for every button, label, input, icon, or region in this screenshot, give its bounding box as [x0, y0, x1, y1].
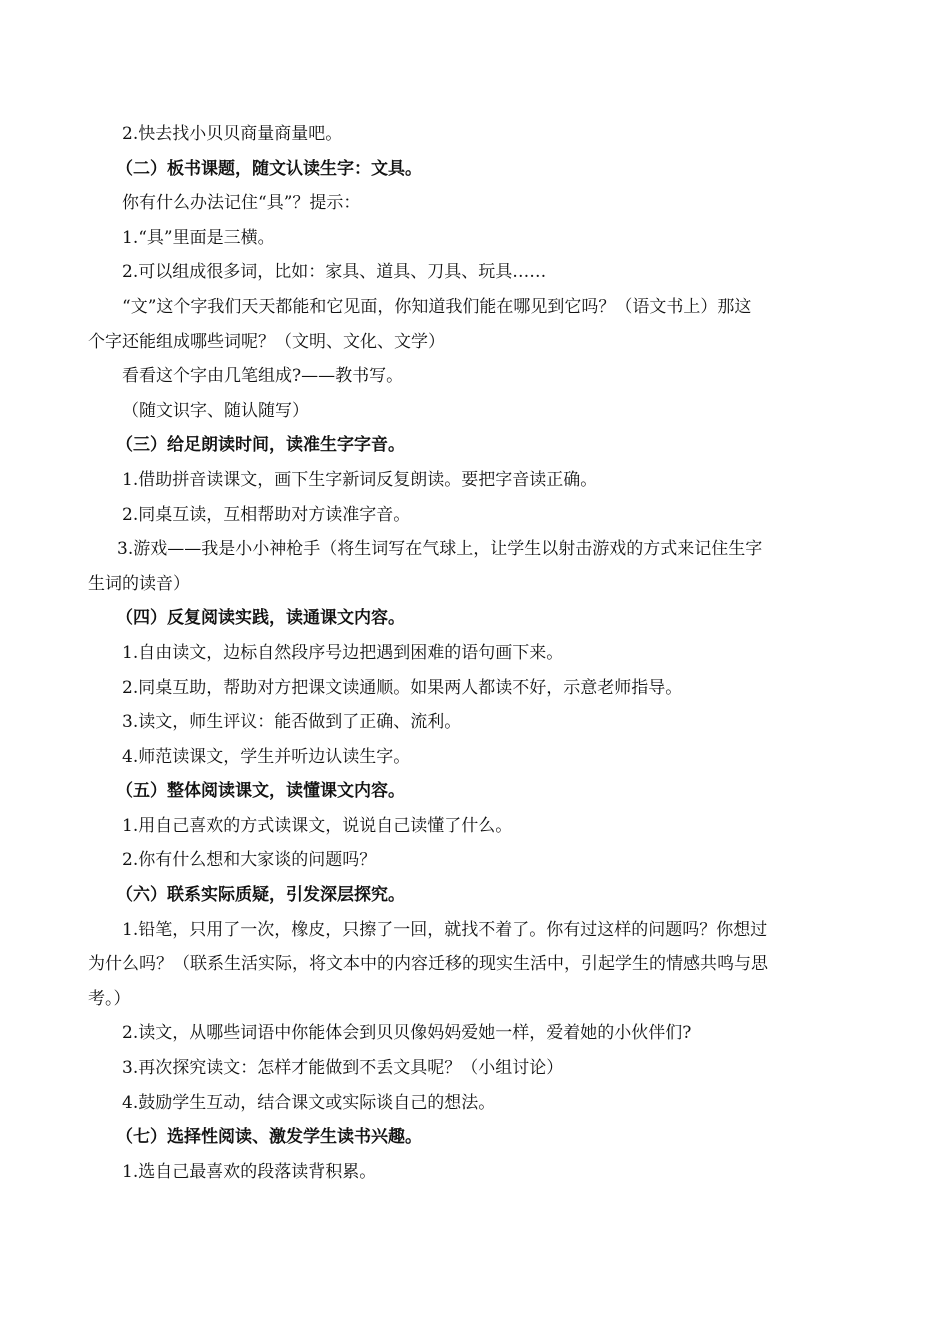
paragraph: 1.借助拼音读课文，画下生字新词反复朗读。要把字音读正确。 [122, 469, 598, 490]
paragraph: 4.鼓励学生互动，结合课文或实际谈自己的想法。 [122, 1092, 496, 1113]
paragraph: 2.可以组成很多词，比如：家具、道具、刀具、玩具…… [122, 262, 547, 283]
paragraph: 1.“具”里面是三横。 [122, 227, 275, 248]
paragraph: 1.用自己喜欢的方式读课文，说说自己读懂了什么。 [122, 815, 513, 836]
paragraph-continuation: 个字还能组成哪些词呢？（文明、文化、文学） [88, 331, 445, 352]
paragraph: 3.读文，师生评议：能否做到了正确、流利。 [122, 712, 462, 733]
section-heading: （二）板书课题，随文认读生字：文具。 [116, 158, 422, 179]
document-body [88, 117, 868, 1189]
paragraph: 2.同桌互读，互相帮助对方读准字音。 [122, 504, 411, 525]
paragraph-continuation: 考。） [88, 988, 131, 1009]
paragraph: 2.同桌互助，帮助对方把课文读通顺。如果两人都读不好，示意老师指导。 [122, 677, 683, 698]
paragraph: 你有什么办法记住“具”？提示： [122, 193, 361, 214]
paragraph: 1.选自己最喜欢的段落读背积累。 [122, 1161, 377, 1182]
paragraph: （随文识字、随认随写） [122, 400, 309, 421]
paragraph: 1.自由读文，边标自然段序号边把遇到困难的语句画下来。 [122, 642, 564, 663]
paragraph: 2.快去找小贝贝商量商量吧。 [122, 124, 343, 144]
paragraph: 4.师范读课文，学生并听边认读生字。 [122, 746, 411, 767]
section-heading: （三）给足朗读时间，读准生字字音。 [116, 435, 405, 456]
section-heading: （六）联系实际质疑，引发深层探究。 [116, 885, 405, 906]
section-heading: （五）整体阅读课文，读懂课文内容。 [116, 781, 405, 802]
paragraph: 1.铅笔，只用了一次，橡皮，只擦了一回，就找不着了。你有过这样的问题吗？你想过 [122, 919, 768, 940]
section-heading: （七）选择性阅读、激发学生读书兴趣。 [116, 1127, 422, 1148]
section-heading: （四）反复阅读实践，读通课文内容。 [116, 608, 405, 629]
paragraph: 2.读文，从哪些词语中你能体会到贝贝像妈妈爱她一样，爱着她的小伙伴们? [122, 1023, 692, 1044]
paragraph-continuation: 生词的读音） [88, 573, 190, 594]
paragraph: 看看这个字由几笔组成?——教书写。 [122, 366, 404, 387]
paragraph-continuation: 为什么吗？（联系生活实际，将文本中的内容迁移的现实生活中，引起学生的情感共鸣与思 [88, 954, 768, 975]
paragraph: “文”这个字我们天天都能和它见面，你知道我们能在哪见到它吗？（语文书上）那这 [122, 296, 752, 317]
paragraph: 3.游戏——我是小小神枪手（将生词写在气球上，让学生以射击游戏的方式来记住生字 [117, 539, 763, 560]
paragraph: 2.你有什么想和大家谈的问题吗？ [122, 850, 377, 871]
paragraph: 3.再次探究读文：怎样才能做到不丢文具呢？（小组讨论） [122, 1058, 564, 1079]
